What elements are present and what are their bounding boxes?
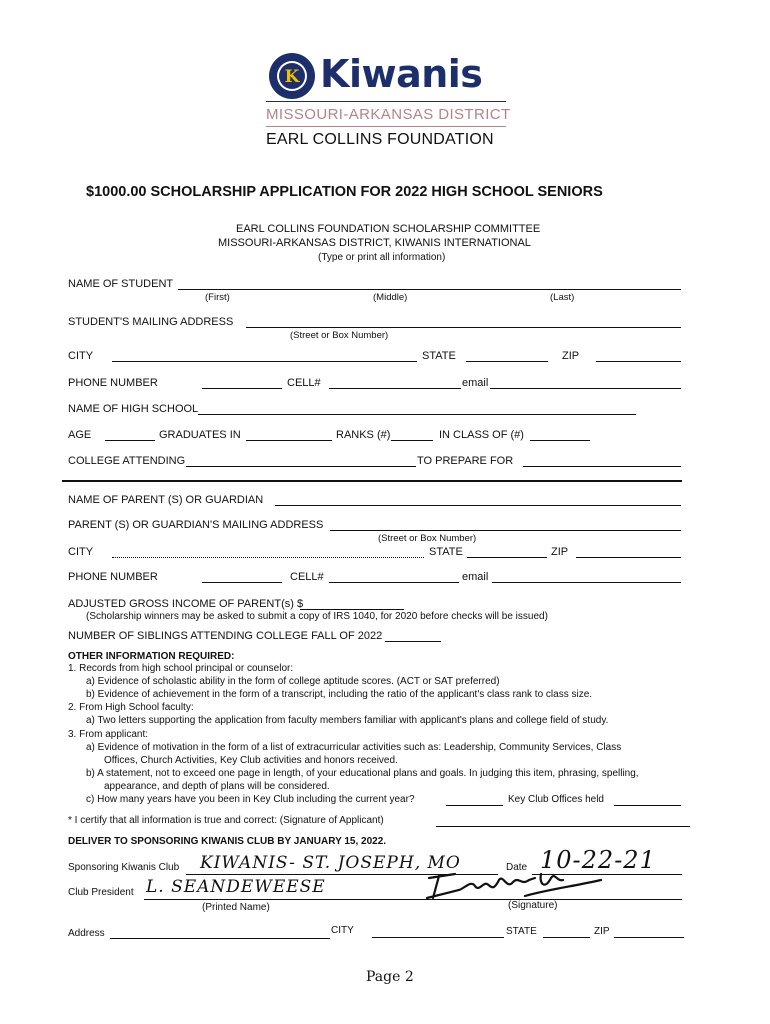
club-address-field[interactable] [110, 938, 330, 939]
requirement-line: Key Club Offices held [508, 794, 604, 805]
student-zip-label: ZIP [562, 350, 580, 362]
student-state-label: STATE [422, 350, 456, 362]
sponsoring-club-label: Sponsoring Kiwanis Club [68, 862, 180, 873]
kiwanis-seal-icon [268, 52, 316, 100]
parent-address-label: PARENT (S) OR GUARDIAN'S MAILING ADDRESS [68, 519, 324, 531]
certify-label: * I certify that all information is true and correct: (Signature of Applicant) [68, 815, 384, 826]
applicant-signature-field[interactable] [436, 826, 690, 827]
student-city-label: CITY [68, 350, 94, 362]
age-field[interactable] [105, 440, 155, 441]
student-cell-label: CELL# [287, 377, 321, 389]
parent-cell-field[interactable] [329, 582, 459, 583]
parent-phone-field[interactable] [202, 582, 282, 583]
parent-zip-label: ZIP [551, 546, 569, 558]
parent-street-caption: (Street or Box Number) [378, 533, 477, 544]
student-city-field[interactable] [112, 361, 417, 362]
club-state-field[interactable] [543, 937, 590, 938]
key-club-years-field[interactable] [446, 805, 503, 806]
club-state-label: STATE [506, 926, 537, 937]
high-school-label: NAME OF HIGH SCHOOL [68, 403, 199, 415]
club-zip-field[interactable] [614, 937, 684, 938]
middle-name-caption: (Middle) [373, 292, 408, 303]
high-school-field[interactable] [198, 414, 636, 415]
siblings-field[interactable] [385, 641, 441, 642]
club-city-field[interactable] [372, 937, 504, 938]
requirement-line: appearance, and depth of plans will be considered. [104, 781, 330, 792]
in-class-of-field[interactable] [530, 440, 590, 441]
student-email-field[interactable] [490, 388, 681, 389]
parent-email-label: email [462, 571, 489, 583]
page-number: Page 2 [366, 969, 414, 985]
siblings-label: NUMBER OF SIBLINGS ATTENDING COLLEGE FALL OF 2022 [68, 630, 383, 642]
club-president-label: Club President [68, 887, 134, 898]
parent-cell-label: CELL# [290, 571, 324, 583]
student-phone-field[interactable] [202, 388, 282, 389]
college-field[interactable] [186, 466, 416, 467]
student-email-label: email [462, 377, 489, 389]
parent-address-field[interactable] [330, 530, 681, 531]
first-name-caption: (First) [205, 292, 230, 303]
parent-city-field[interactable] [112, 557, 424, 558]
student-address-label: STUDENT'S MAILING ADDRESS [68, 316, 234, 328]
prepare-label: TO PREPARE FOR [417, 455, 514, 467]
parent-state-field[interactable] [467, 557, 547, 558]
club-zip-label: ZIP [594, 926, 610, 937]
prepare-field[interactable] [523, 466, 681, 467]
income-field[interactable] [300, 609, 404, 610]
ranks-label: RANKS (#) [336, 429, 391, 441]
requirement-line: c) How many years have you been in Key Club including the current year? [86, 794, 415, 805]
logo-divider-2 [266, 126, 506, 127]
parent-name-field[interactable] [275, 505, 681, 506]
student-address-field[interactable] [246, 327, 681, 328]
college-label: COLLEGE ATTENDING [68, 455, 186, 467]
signature-caption: (Signature) [508, 900, 558, 911]
club-city-label: CITY [331, 925, 354, 936]
graduates-in-label: GRADUATES IN [159, 429, 241, 441]
requirement-line: a) Two letters supporting the application from faculty members familiar with applicant's plans and college field of study. [86, 715, 609, 726]
date-label: Date [506, 862, 528, 873]
subtitle-instruction: (Type or print all information) [318, 252, 446, 263]
subtitle-district: MISSOURI-ARKANSAS DISTRICT, KIWANIS INTERNATIONAL [218, 237, 531, 249]
requirement-line: 2. From High School faculty: [68, 702, 194, 713]
foundation-name: EARL COLLINS FOUNDATION [266, 131, 494, 148]
student-phone-label: PHONE NUMBER [68, 377, 158, 389]
sponsoring-club-value[interactable]: KIWANIS- ST. JOSEPH, MO [200, 853, 461, 873]
district-name: MISSOURI-ARKANSAS DISTRICT [266, 106, 511, 123]
requirement-line: b) Evidence of achievement in the form of a transcript, including the ratio of the applicant's class rank to class size. [86, 689, 593, 700]
requirement-line: a) Evidence of scholastic ability in the form of college aptitude scores. (ACT or SAT preferred) [86, 676, 500, 687]
income-note: (Scholarship winners may be asked to submit a copy of IRS 1040, for 2020 before checks will be issued) [86, 611, 548, 622]
subtitle-committee: EARL COLLINS FOUNDATION SCHOLARSHIP COMMITTEE [236, 223, 541, 235]
age-label: AGE [68, 429, 92, 441]
svg-text:K: K [284, 67, 300, 87]
club-address-label: Address [68, 928, 105, 939]
printed-name-caption: (Printed Name) [202, 902, 270, 913]
parent-zip-field[interactable] [576, 557, 681, 558]
last-name-caption: (Last) [550, 292, 575, 303]
requirements-heading: OTHER INFORMATION REQUIRED: [68, 651, 235, 662]
section-divider [62, 480, 682, 482]
president-signature-scribble [425, 868, 605, 902]
key-club-offices-field[interactable] [614, 805, 681, 806]
logo-divider [266, 101, 506, 102]
requirement-line: b) A statement, not to exceed one page in length, of your educational plans and goals. In judging this item, phrasing, spelling, [86, 768, 639, 779]
parent-state-label: STATE [429, 546, 463, 558]
requirement-line: 1. Records from high school principal or counselor: [68, 663, 294, 674]
in-class-of-label: IN CLASS OF (#) [439, 429, 524, 441]
page-title: $1000.00 SCHOLARSHIP APPLICATION FOR 2022 HIGH SCHOOL SENIORS [86, 184, 603, 200]
parent-city-label: CITY [68, 546, 94, 558]
parent-name-label: NAME OF PARENT (S) OR GUARDIAN [68, 494, 264, 506]
requirement-line: 3. From applicant: [68, 729, 149, 740]
graduates-in-field[interactable] [246, 440, 332, 441]
street-caption: (Street or Box Number) [290, 330, 389, 341]
student-state-field[interactable] [466, 361, 548, 362]
date-value[interactable]: 10-22-21 [540, 846, 656, 874]
student-zip-field[interactable] [596, 361, 681, 362]
parent-email-field[interactable] [492, 582, 681, 583]
club-president-value[interactable]: L. SEANDEWEESE [146, 877, 326, 897]
ranks-field[interactable] [391, 440, 433, 441]
requirement-line: a) Evidence of motivation in the form of a list of extracurricular activities such as: Leadership, Community Services, Class [86, 742, 622, 753]
student-name-field[interactable] [178, 289, 681, 290]
kiwanis-logo-word: Kiwanis [320, 52, 483, 96]
requirement-line: Offices, Church Activities, Key Club activities and honors received. [104, 755, 398, 766]
parent-phone-label: PHONE NUMBER [68, 571, 158, 583]
income-label: ADJUSTED GROSS INCOME OF PARENT(s) $ [68, 598, 304, 610]
deliver-note: DELIVER TO SPONSORING KIWANIS CLUB BY JANUARY 15, 2022. [68, 836, 387, 847]
student-cell-field[interactable] [329, 388, 461, 389]
student-name-label: NAME OF STUDENT [68, 278, 174, 290]
